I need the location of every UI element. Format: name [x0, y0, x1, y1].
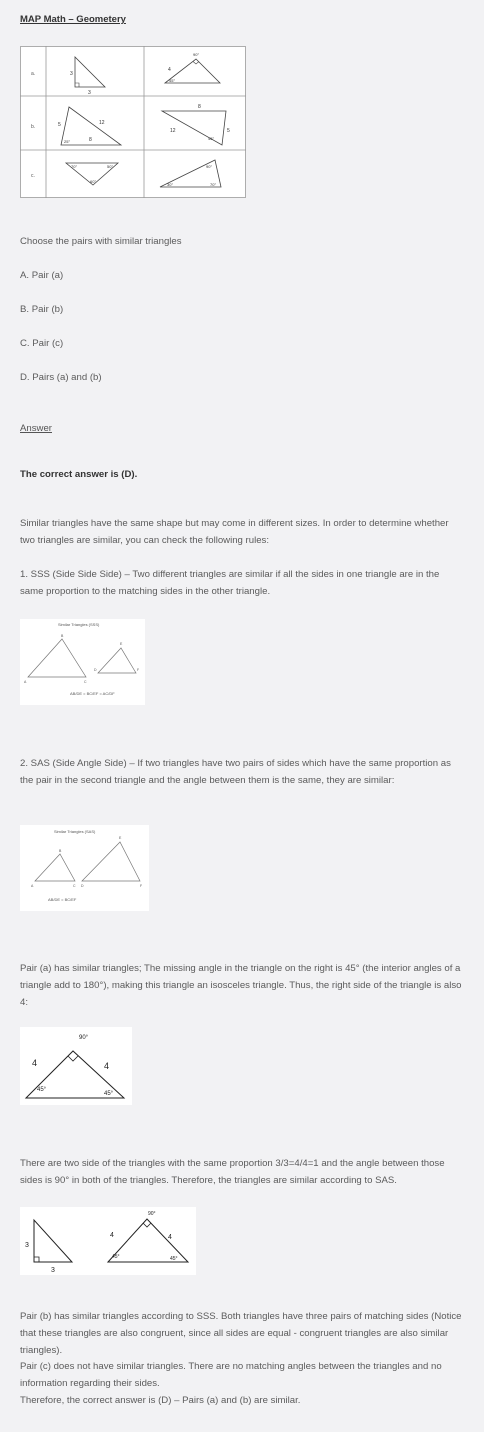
conclusion: Therefore, the correct answer is (D) – Pairs (a) and (b) are similar. — [20, 1395, 301, 1406]
sss-rule: 1. SSS (Side Side Side) – Two different triangles are similar if all the sides in one triangle are in the same proportion to the matching sides in the other triangle. — [20, 569, 440, 597]
label-b-left-bottom: 8 — [89, 137, 92, 143]
explanation-intro: Similar triangles have the same shape but may come in different sizes. In order to determine whether two triangles are similar, you can check the following rules: — [20, 518, 449, 546]
svg-text:E: E — [119, 836, 122, 840]
label-b-right-left: 12 — [170, 128, 176, 134]
svg-text:E: E — [120, 642, 123, 646]
sas-triangle-small — [35, 854, 75, 881]
label-a-right-angle-top: 90° — [193, 52, 200, 57]
pair-b-explanation: Pair (b) has similar triangles according to SSS. Both triangles have three pairs of matching sides (Notice that these triangles are also congruent, since all sides are equal - congruent triangles are also similar triangles). — [20, 1311, 462, 1356]
svg-text:D: D — [81, 884, 84, 888]
page-title: MAP Math – Geometery — [20, 14, 126, 25]
svg-text:D: D — [94, 668, 97, 672]
question-prompt: Choose the pairs with similar triangles — [20, 236, 182, 247]
svg-text:F: F — [140, 884, 143, 888]
sas-triangle-large — [82, 842, 140, 881]
compare-right-left: 4 — [110, 1232, 114, 1239]
svg-text:A: A — [31, 884, 34, 888]
sas-caption: Similar Triangles (SAS) — [54, 829, 96, 834]
label-b-right-angle: 45° — [208, 136, 215, 141]
compare-right-right: 4 — [168, 1234, 172, 1241]
pair-a-angle-top: 90° — [79, 1035, 89, 1041]
pair-compare-figure — [20, 1207, 196, 1275]
option-a[interactable]: A. Pair (a) — [20, 270, 64, 281]
label-a-right-angle-left: 45° — [169, 78, 176, 83]
pair-c-explanation: Pair (c) does not have similar triangles. There are no matching angles between the triangles and no information regarding their sides. — [20, 1361, 442, 1389]
row-label-b: b. — [31, 124, 36, 130]
triangle-pairs-figure — [20, 46, 246, 198]
svg-text:B: B — [61, 634, 64, 638]
pair-a-figure — [20, 1027, 132, 1105]
compare-angle-left: 45° — [112, 1254, 120, 1260]
pair-a-angle-right: 45° — [104, 1091, 114, 1097]
correct-answer: The correct answer is (D). — [20, 469, 138, 480]
label-c-left-angle-left: 70° — [71, 164, 78, 169]
compare-angle-right: 45° — [170, 1256, 178, 1262]
sas-figure — [20, 825, 149, 911]
compare-angle-top: 90° — [148, 1211, 156, 1217]
label-b-left-side: 5 — [58, 122, 61, 128]
label-c-right-angle-right: 70° — [210, 182, 217, 187]
sas-rule: 2. SAS (Side Angle Side) – If two triangles have two pairs of sides which have the same proportion as the pair in the second triangle and the angle between them is the same, they are similar: — [20, 758, 451, 786]
option-d[interactable]: D. Pairs (a) and (b) — [20, 372, 102, 383]
label-b-left-angle: 25° — [64, 139, 71, 144]
label-c-right-angle-left: 30° — [167, 182, 174, 187]
pair-a-angle-left: 45° — [37, 1087, 47, 1093]
sss-caption: Similar Triangles (SSS) — [58, 622, 100, 627]
label-b-left-top: 12 — [99, 120, 105, 126]
svg-text:C: C — [84, 680, 87, 684]
label-b-right-top: 8 — [198, 104, 201, 110]
label-a-left-vertical: 3 — [70, 71, 73, 77]
label-b-right-right: 5 — [227, 128, 230, 134]
sss-formula: AB/DE = BC/EF = AC/DF — [70, 691, 115, 696]
sss-triangle-large — [28, 639, 86, 677]
label-c-right-angle-top: 90° — [206, 164, 213, 169]
answer-link[interactable]: Answer — [20, 423, 52, 434]
pair-a-side-right: 4 — [104, 1061, 110, 1071]
label-c-left-angle-bottom: 60° — [90, 179, 97, 184]
option-c[interactable]: C. Pair (c) — [20, 338, 64, 349]
compare-left-vertical: 3 — [25, 1242, 29, 1249]
row-label-a: a. — [31, 71, 36, 77]
svg-text:B: B — [59, 849, 62, 853]
triangle-pairs-table — [20, 46, 246, 198]
svg-text:F: F — [137, 668, 140, 672]
label-a-right-left: 4 — [168, 67, 171, 73]
sss-triangle-small — [98, 648, 136, 673]
proportion-explanation: There are two side of the triangles with the same proportion 3/3=4/4=1 and the angle between those sides is 90° in both of the triangles. Therefore, the triangles are similar according to SAS. — [20, 1158, 445, 1186]
pair-a-explanation: Pair (a) has similar triangles; The missing angle in the triangle on the right is 45° (the interior angles of a triangle add to 180°), making this triangle an isosceles triangle. Thus, the right side of the triangle is also 4: — [20, 963, 462, 1008]
svg-text:A: A — [24, 680, 27, 684]
option-b[interactable]: B. Pair (b) — [20, 304, 64, 315]
svg-text:C: C — [73, 884, 76, 888]
label-a-left-bottom: 3 — [88, 90, 91, 96]
row-label-c: c. — [31, 173, 35, 179]
pair-a-side-left: 4 — [32, 1058, 38, 1068]
sss-figure — [20, 619, 145, 705]
compare-left-bottom: 3 — [51, 1267, 55, 1274]
compare-triangle-left — [34, 1220, 72, 1262]
sas-formula: AB/DE = BC/EF — [48, 897, 77, 902]
label-c-left-angle-right: 50° — [107, 164, 114, 169]
